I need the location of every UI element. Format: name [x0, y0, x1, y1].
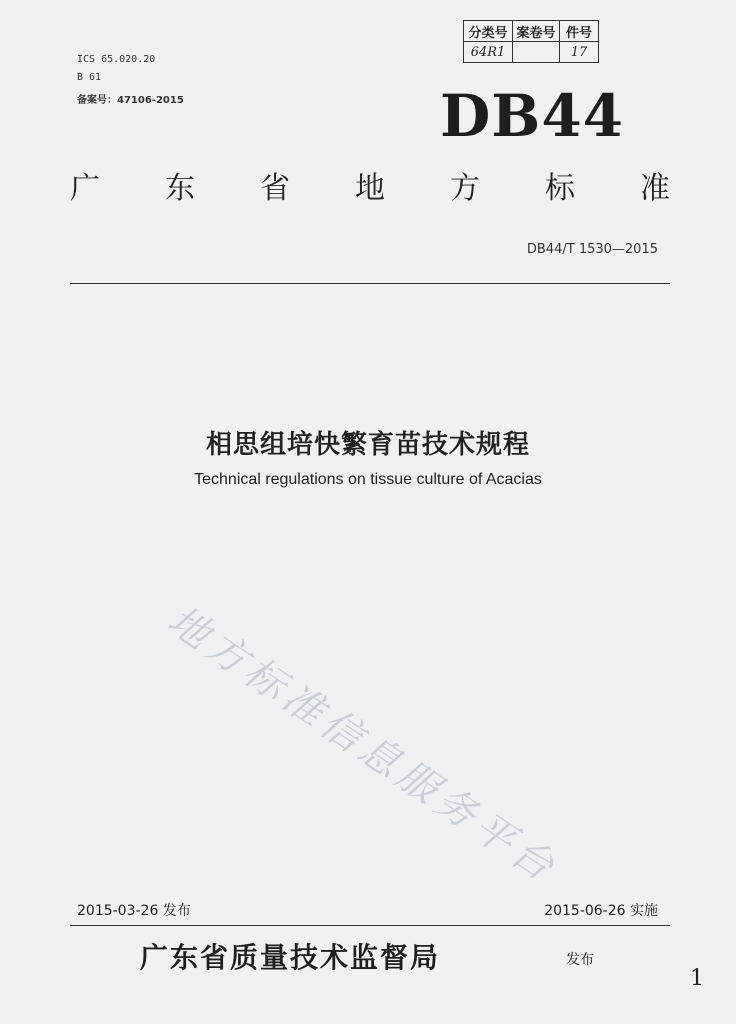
title-english: Technical regulations on tissue culture of Acacias — [194, 471, 542, 488]
watermark: 地方标准信息服务平台 — [159, 597, 567, 893]
footer-divider — [70, 925, 670, 926]
header-divider — [70, 283, 670, 284]
issuing-authority: 广东省质量技术监督局 — [140, 941, 441, 974]
db-code: DB44 — [440, 82, 625, 150]
page-number: 1 — [690, 966, 704, 991]
standard-type-char: 广 — [70, 171, 100, 206]
category-code: B 61 — [77, 72, 102, 83]
title-chinese: 相思组培快繁育苗技术规程 — [205, 430, 530, 460]
standard-type-char: 准 — [640, 171, 670, 206]
publish-label: 发布 — [566, 952, 594, 968]
filing-number: 备案号：47106-2015 — [77, 95, 184, 106]
standard-type-heading — [70, 163, 670, 207]
standard-type-char: 东 — [165, 171, 195, 206]
stamp-value-category: 64R1 — [464, 42, 513, 63]
ics-code: ICS 65.020.20 — [77, 54, 156, 65]
standard-type-char: 地 — [355, 171, 385, 206]
stamp-header-item: 件号 — [560, 21, 599, 42]
stamp-header-category: 分类号 — [464, 21, 513, 42]
stamp-value-file — [513, 42, 560, 63]
stamp-value-item: 17 — [560, 42, 599, 63]
standard-type-char: 标 — [545, 171, 575, 206]
standard-type-char: 省 — [260, 171, 290, 206]
archive-stamp-table — [463, 20, 599, 63]
implement-date: 2015-06-26 实施 — [544, 903, 658, 919]
issue-date: 2015-03-26 发布 — [77, 903, 191, 919]
standard-number: DB44/T 1530—2015 — [526, 242, 658, 257]
standard-type-char: 方 — [450, 171, 480, 206]
stamp-header-file: 案卷号 — [513, 21, 560, 42]
